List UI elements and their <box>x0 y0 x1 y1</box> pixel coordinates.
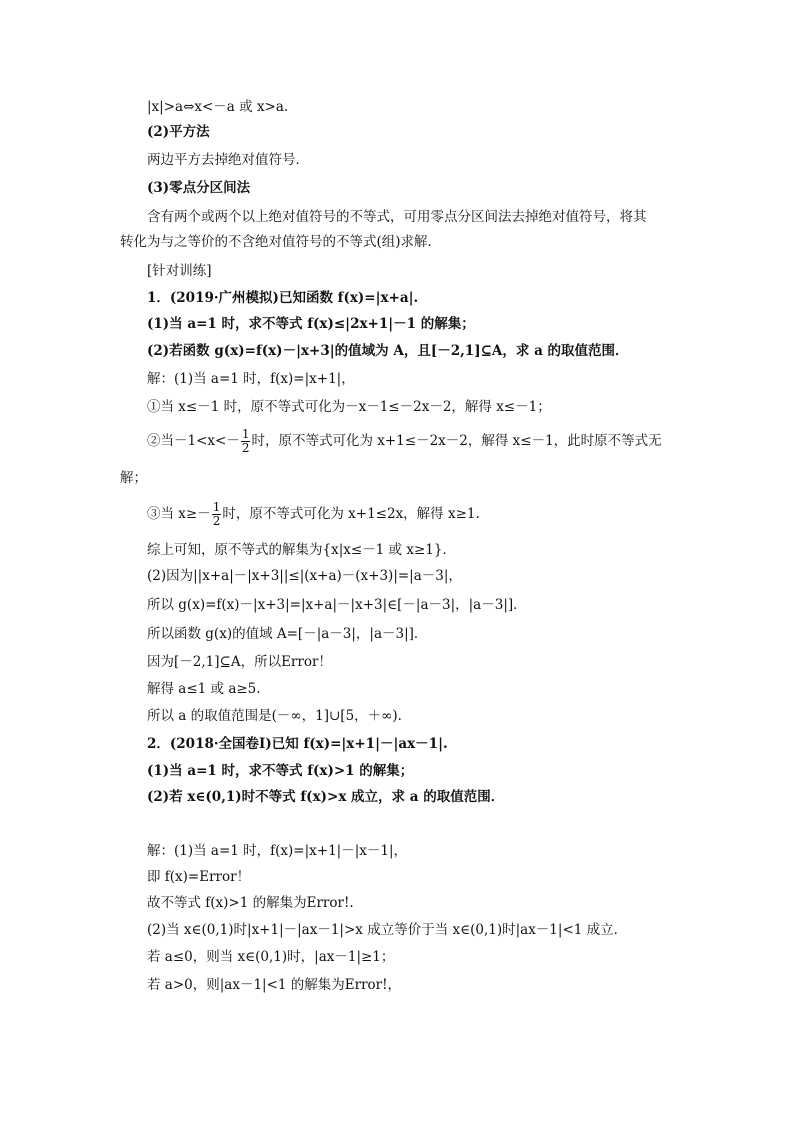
solution-line: ①当 x≤－1 时，原不等式可化为－x－1≤－2x－2，解得 x≤－1； <box>147 399 551 415</box>
solution-line: 若 a≤0，则当 x∈(0,1)时，|ax－1|≥1； <box>147 949 395 965</box>
problem-part: (1)当 a=1 时，求不等式 f(x)≤|2x+1|－1 的解集； <box>147 316 475 332</box>
solution-line <box>147 501 480 528</box>
text-line: 转化为与之等价的不含绝对值符号的不等式(组)求解． <box>120 234 442 250</box>
problem-part: (2)若函数 g(x)=f(x)－|x+3|的值域为 A，且[－2,1]⊆A，求 a 的取值范围． <box>147 343 629 359</box>
solution-line: 解：(1)当 a=1 时，f(x)=|x+1|－|x－1|， <box>147 843 408 859</box>
section-heading: (2)平方法 <box>147 124 210 140</box>
solution-line: 因为[－2,1]⊆A，所以Error！ <box>147 654 332 670</box>
fraction <box>241 428 251 455</box>
solution-line: 解； <box>120 470 147 486</box>
fraction-numerator: 1 <box>241 427 250 441</box>
solution-text: 时，原不等式可化为 x+1≤2x，解得 x≥1. <box>222 506 480 522</box>
solution-text: 时，原不等式可化为 x+1≤－2x－2，解得 x≤－1，此时原不等式无 <box>251 433 662 449</box>
solution-line: 所以 a 的取值范围是(－∞，1]∪[5，＋∞)． <box>147 708 412 724</box>
section-label: [针对训练] <box>147 263 212 279</box>
solution-text: ③当 x≥－ <box>147 506 211 522</box>
text-line: 两边平方去掉绝对值符号． <box>147 152 309 168</box>
fraction-numerator: 1 <box>212 500 221 514</box>
problem-statement: 1．(2019·广州模拟)已知函数 f(x)=|x+a|. <box>147 290 419 306</box>
solution-line: 解：(1)当 a=1 时，f(x)=|x+1|， <box>147 371 355 387</box>
fraction <box>212 501 222 528</box>
solution-line: (2)因为||x+a|－|x+3||≤|(x+a)－(x+3)|=|a－3|， <box>147 568 462 584</box>
text-line: |x|>a⇔x<－a 或 x>a. <box>147 99 289 115</box>
solution-line: (2)当 x∈(0,1)时|x+1|－|ax－1|>x 成立等价于当 x∈(0,1)时|ax－1|<1 成立． <box>147 922 628 938</box>
solution-line: 若 a>0，则|ax－1|<1 的解集为Error!， <box>147 977 402 993</box>
solution-line: 综上可知，原不等式的解集为{x|x≤－1 或 x≥1}． <box>147 542 456 558</box>
text-line: 含有两个或两个以上绝对值符号的不等式，可用零点分区间法去掉绝对值符号，将其 <box>147 209 647 225</box>
section-heading: (3)零点分区间法 <box>147 180 251 196</box>
fraction-denominator: 2 <box>241 441 250 455</box>
fraction-denominator: 2 <box>212 514 221 528</box>
problem-part: (1)当 a=1 时，求不等式 f(x)>1 的解集； <box>147 763 414 779</box>
solution-line: 故不等式 f(x)>1 的解集为Error!. <box>147 895 354 911</box>
problem-statement: 2．(2018·全国卷Ⅰ)已知 f(x)=|x+1|－|ax－1|. <box>147 736 448 752</box>
problem-part: (2)若 x∈(0,1)时不等式 f(x)>x 成立，求 a 的取值范围． <box>147 789 505 805</box>
solution-line: 所以函数 g(x)的值域 A=[－|a－3|，|a－3|]． <box>147 626 428 642</box>
solution-line: 所以 g(x)=f(x)－|x+3|=|x+a|－|x+3|∈[－|a－3|，|a－3|]． <box>147 597 527 613</box>
solution-line: 解得 a≤1 或 a≥5. <box>147 681 261 697</box>
solution-line <box>147 428 662 455</box>
solution-text: ②当－1<x<－ <box>147 433 240 449</box>
solution-line: 即 f(x)=Error！ <box>147 869 251 885</box>
